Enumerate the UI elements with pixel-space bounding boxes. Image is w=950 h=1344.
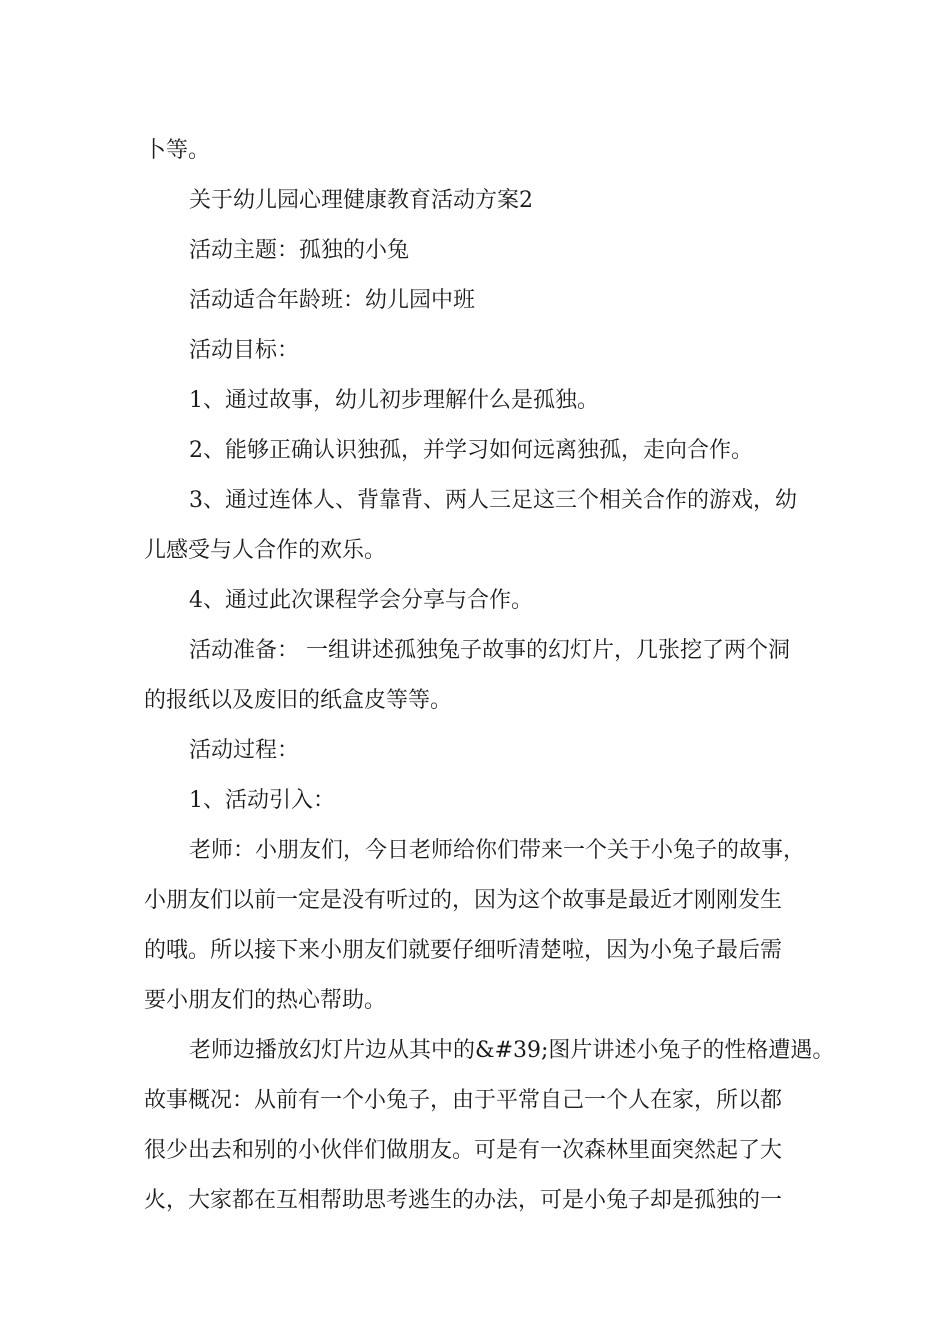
text-line: 火，大家都在互相帮助思考逃生的办法，可是小兔子却是孤独的一 [144,1188,783,1213]
section-heading: 关于幼儿园心理健康教育活动方案2 [189,188,533,213]
text-line: 4、通过此次课程学会分享与合作。 [189,588,533,613]
text-line: 3、通过连体人、背靠背、两人三足这三个相关合作的游戏，幼 [189,488,797,513]
text-line: 很少出去和别的小伙伴们做朋友。可是有一次森林里面突然起了大 [144,1138,783,1163]
text-line: 1、通过故事，幼儿初步理解什么是孤独。 [189,388,599,413]
text-line: 老师边播放幻灯片边从其中的&#39;图片讲述小兔子的性格遭遇。 [189,1038,835,1063]
text-line: 故事概况：从前有一个小兔子，由于平常自己一个人在家，所以都 [144,1088,783,1113]
text-line: 活动准备： 一组讲述孤独兔子故事的幻灯片，几张挖了两个洞 [189,638,790,663]
text-line: 卜等。 [144,138,211,163]
text-line: 小朋友们以前一定是没有听过的，因为这个故事是最近才刚刚发生 [144,888,783,913]
text-line: 活动适合年龄班：幼儿园中班 [189,288,476,313]
text-line: 活动主题：孤独的小兔 [189,238,410,263]
text-line: 要小朋友们的热心帮助。 [144,988,387,1013]
text-line: 活动过程： [189,738,300,763]
text-line: 活动目标： [189,338,300,363]
text-line: 的哦。所以接下来小朋友们就要仔细听清楚啦，因为小兔子最后需 [144,938,783,963]
text-line: 儿感受与人合作的欢乐。 [144,538,387,563]
text-line: 2、能够正确认识独孤，并学习如何远离独孤，走向合作。 [189,438,753,463]
text-line: 1、活动引入： [189,788,335,813]
text-line: 老师：小朋友们，今日老师给你们带来一个关于小兔子的故事， [189,838,806,863]
text-line: 的报纸以及废旧的纸盒皮等等。 [144,688,453,713]
